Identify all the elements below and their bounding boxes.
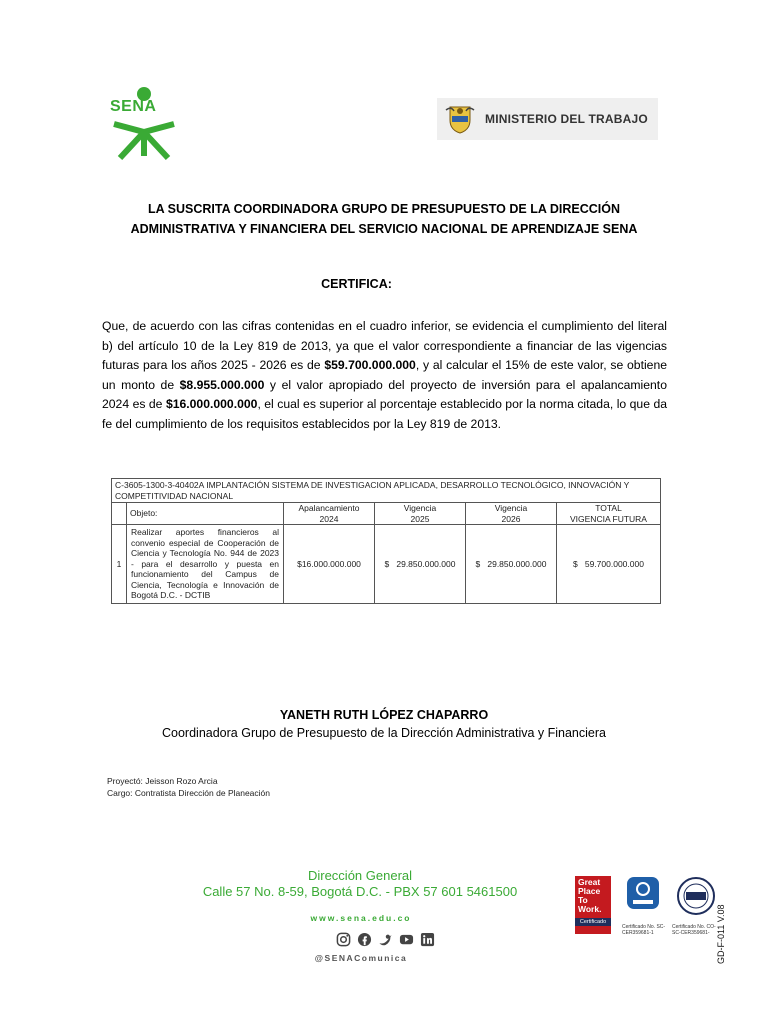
twitter-icon[interactable] bbox=[378, 932, 393, 947]
great-place-to-work-badge bbox=[575, 876, 611, 934]
colombia-shield-icon bbox=[443, 102, 477, 136]
sena-logo-text: SENA bbox=[110, 98, 157, 115]
gptw-text: Great Place To Work. bbox=[578, 877, 602, 914]
iqnet-badge bbox=[676, 876, 716, 920]
table-header-row bbox=[112, 503, 661, 525]
future-total-amount: $59.700.000.000 bbox=[324, 358, 416, 372]
prepared-by: Proyectó: Jeisson Rozo Arcia bbox=[107, 776, 218, 786]
budget-table bbox=[111, 478, 661, 604]
iqnet-logo-icon bbox=[676, 876, 716, 916]
total-header: TOTAL VIGENCIA FUTURA bbox=[557, 503, 661, 525]
objeto-cell: Realizar aportes financieros al convenio especial de Cooperación de Ciencia y Tecnología No. 944 de 2023 - para el desarrollo y puesta en funcionamiento del Campus de Ciencia, Tecnología e Innovación de Bogotá D.C. - DCTIB bbox=[127, 525, 284, 604]
paragraph-text-2: , y al calcular el 15% de este valor, se obtiene un monto de bbox=[102, 358, 667, 392]
table-cell bbox=[112, 503, 127, 525]
paragraph-text-1: Que, de acuerdo con las cifras contenidas en el cuadro inferior, se evidencia el cumplimiento del literal b) del artículo 10 de la Ley 819 de 2013, ya que el valor correspondiente a financiar de las vigencias futuras para los años 2025 - 2026 es de bbox=[102, 319, 667, 372]
table-row bbox=[112, 525, 661, 604]
footer-website-link[interactable]: www.sena.edu.co bbox=[310, 913, 412, 923]
table-row bbox=[112, 479, 661, 503]
signatory-role: Coordinadora Grupo de Presupuesto de la Dirección Administrativa y Financiera bbox=[162, 726, 606, 740]
certifica-heading: CERTIFICA: bbox=[321, 277, 392, 291]
ministry-logo bbox=[437, 98, 658, 140]
leverage-amount: $16.000.000.000 bbox=[165, 397, 258, 411]
project-name-cell: C-3605-1300-3-40402A IMPLANTACIÓN SISTEMA DE INVESTIGACION APLICADA, DESARROLLO TECNOLÓGICO, INNOVACIÓN Y COMPETITIVIDAD NACIONAL bbox=[112, 479, 661, 503]
row-number: 1 bbox=[112, 525, 127, 604]
icontec-badge bbox=[626, 876, 660, 920]
sena-logo bbox=[106, 86, 182, 162]
paragraph-text-3: y el valor apropiado del proyecto de inversión para el apalancamiento 2024 es de bbox=[102, 377, 667, 411]
icontec-cert-number: Certificado No. SC-CER359681-1 bbox=[622, 924, 666, 936]
total-cell: $ 59.700.000.000 bbox=[557, 525, 661, 604]
prepared-by-position: Cargo: Contratista Dirección de Planeación bbox=[107, 788, 271, 798]
page-title-line1: LA SUSCRITA COORDINADORA GRUPO DE PRESUPUESTO DE LA DIRECCIÓN bbox=[147, 202, 621, 216]
certificate-paragraph bbox=[102, 317, 667, 434]
gptw-cert-label: Certificado bbox=[575, 918, 611, 926]
footer-address: Calle 57 No. 8-59, Bogotá D.C. - PBX 57 601 5461500 bbox=[202, 884, 518, 899]
footer-org: Dirección General bbox=[307, 868, 413, 883]
instagram-icon[interactable] bbox=[336, 932, 351, 947]
vigencia-2025-header: Vigencia 2025 bbox=[375, 503, 466, 525]
vigencia-2025-cell: $ 29.850.000.000 bbox=[375, 525, 466, 604]
footer-social-handle: @SENAComunica bbox=[314, 953, 408, 963]
paragraph-text-4: , el cual es superior al porcentaje establecido por la norma citada, lo que da fe del cumplimiento de los requisitos establecidos por la Ley 819 de 2013. bbox=[102, 397, 668, 431]
facebook-icon[interactable] bbox=[357, 932, 372, 947]
vigencia-2026-cell: $ 29.850.000.000 bbox=[466, 525, 557, 604]
apalancamiento-header: Apalancamiento 2024 bbox=[284, 503, 375, 525]
apalancamiento-cell: $16.000.000.000 bbox=[284, 525, 375, 604]
objeto-header: Objeto: bbox=[127, 503, 284, 525]
youtube-icon[interactable] bbox=[399, 932, 414, 947]
signatory-name: YANETH RUTH LÓPEZ CHAPARRO bbox=[279, 708, 489, 722]
social-icons bbox=[336, 932, 435, 947]
ministry-name: MINISTERIO DEL TRABAJO bbox=[485, 112, 648, 126]
icontec-logo-icon bbox=[626, 876, 660, 910]
iqnet-cert-number: Certificado No. CO-SC-CER359681- bbox=[672, 924, 716, 936]
linkedin-icon[interactable] bbox=[420, 932, 435, 947]
vigencia-2026-header: Vigencia 2026 bbox=[466, 503, 557, 525]
fifteen-percent-amount: $8.955.000.000 bbox=[179, 377, 265, 392]
document-code: GD-F-011 V.08 bbox=[716, 904, 726, 964]
page-title-line2: ADMINISTRATIVA Y FINANCIERA DEL SERVICIO NACIONAL DE APRENDIZAJE SENA bbox=[130, 222, 638, 236]
